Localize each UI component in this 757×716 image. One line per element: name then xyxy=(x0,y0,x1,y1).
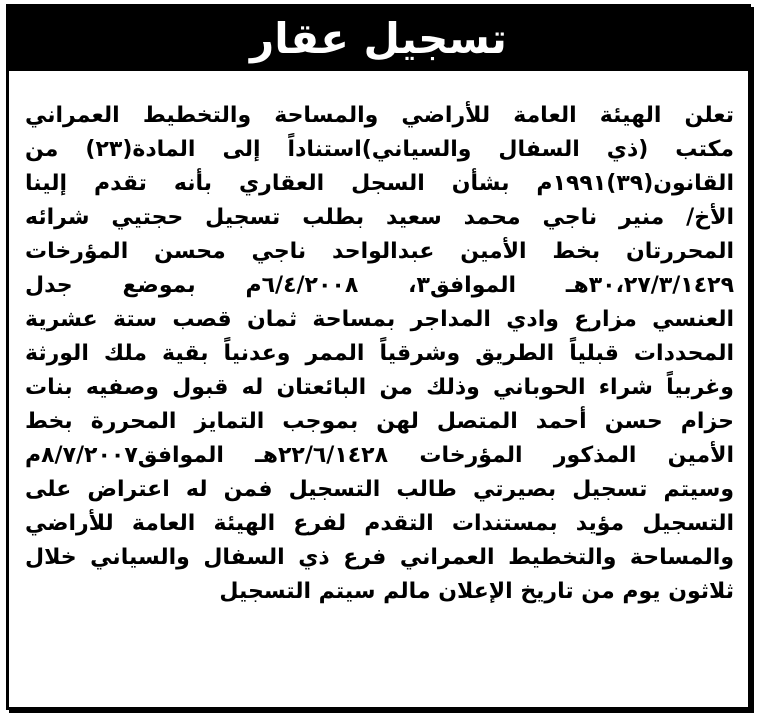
notice-line: القانون(٣٩)١٩٩١م بشأن السجل العقاري بأنه تقدم إلينا xyxy=(25,171,734,196)
notice-body xyxy=(25,99,734,609)
notice-title: تسجيل عقار xyxy=(250,14,507,63)
notice-line: الأخ/ منير ناجي محمد سعيد بطلب تسجيل حجتيي شرائه xyxy=(25,205,734,230)
notice-line: العنسي مزارع وادي المداجر بمساحة ثمان قصب ستة عشرية xyxy=(25,307,734,332)
notice-line: تعلن الهيئة العامة للأراضي والمساحة والتخطيط العمراني xyxy=(25,103,734,128)
notice-line: وسيتم تسجيل بصيرتي طالب التسجيل فمن له اعتراض على xyxy=(25,477,734,502)
notice-line: وغربياً شراء الحوباني وذلك من البائعتان له قبول وصفيه بنات xyxy=(25,375,734,400)
notice-title-bar xyxy=(9,7,748,71)
notice-line: حزام حسن أحمد المتصل لهن بموجب التمايز المحررة بخط xyxy=(25,409,734,434)
notice-line: التسجيل مؤيد بمستندات التقدم لفرع الهيئة العامة للأراضي xyxy=(25,511,734,536)
notice-line: ثلاثون يوم من تاريخ الإعلان مالم سيتم التسجيل xyxy=(219,579,734,604)
notice-line: مكتب (ذي السفال والسياني)استناداً إلى المادة(٢٣) من xyxy=(25,137,734,162)
notice-line: والمساحة والتخطيط العمراني فرع ذي السفال والسياني خلال xyxy=(25,545,734,570)
notice-line: المحررتان بخط الأمين عبدالواحد ناجي محسن المؤرخات xyxy=(25,239,734,264)
notice-line: ٣٠،٢٧/٣/١٤٢٩هـ الموافق٣، ٦/٤/٢٠٠٨م بموضع جدل xyxy=(25,273,734,298)
notice-line: المحددات قبلياً الطريق وشرقياً الممر وعدنياً بقية ملك الورثة xyxy=(25,341,734,366)
notice-line: الأمين المذكور المؤرخات ٢٢/٦/١٤٢٨هـ الموافق٨/٧/٢٠٠٧م xyxy=(25,443,734,468)
real-estate-notice xyxy=(6,4,751,710)
